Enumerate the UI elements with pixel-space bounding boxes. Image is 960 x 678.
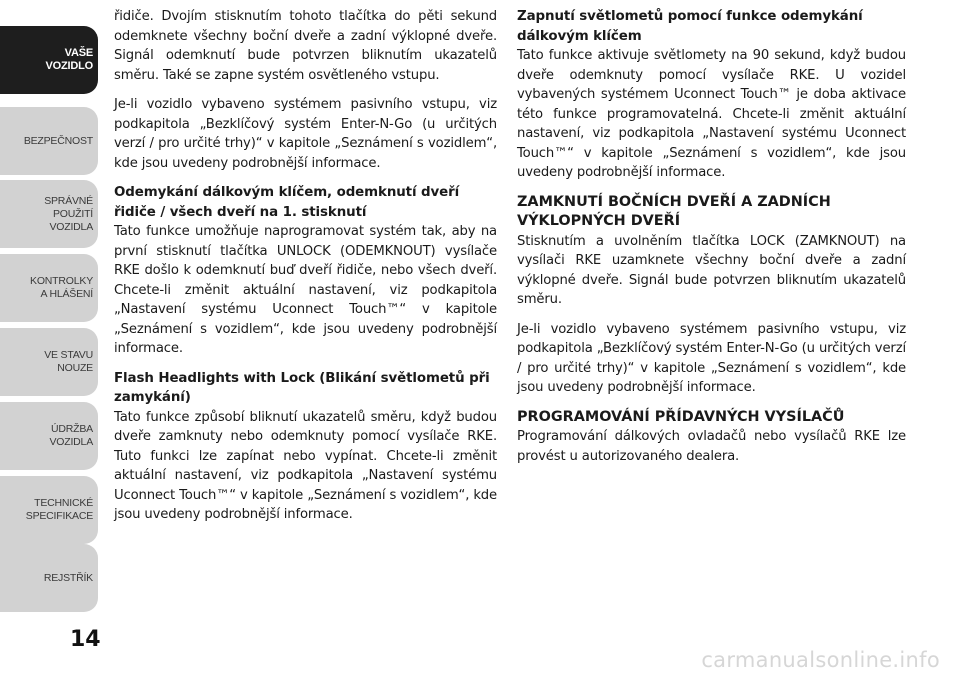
tab-bezpecnost[interactable]	[0, 107, 98, 175]
tab-label-line: TECHNICKÉ	[34, 497, 93, 509]
tab-technicke-specifikace[interactable]	[0, 476, 98, 544]
paragraph: řidiče. Dvojím stisknutím tohoto tlačítka do pěti sekund odemknete všechny boční dveře a zadní výklopné dveře. Signál odemknutí bude potvrzen bliknutím ukazatelů směru. Také se zapne systém osvětleného vstupu.	[114, 9, 497, 83]
tab-udrzba-vozidla[interactable]	[0, 402, 98, 470]
left-column	[114, 7, 497, 535]
section-heading: Flash Headlights with Lock (Blikání světlometů při zamykání)	[114, 370, 490, 405]
paragraph: Je-li vozidlo vybaveno systémem pasivního vstupu, viz podkapitola „Bezklíčový systém Enter-N-Go (u určitých verzí / pro určité trhy)“ v kapitole „Seznámení s vozidlem“, kde jsou uvedeny podrobnější informace.	[114, 97, 497, 171]
tab-label-line: POUŽITÍ	[52, 207, 93, 220]
chapter-heading: PROGRAMOVÁNÍ PŘÍDAVNÝCH VYSÍLAČŮ	[517, 408, 845, 425]
tab-label-line: BEZPEČNOST	[23, 134, 93, 147]
tab-label-line: VOZIDLO	[45, 60, 93, 72]
tab-label-line: KONTROLKY	[30, 275, 93, 287]
paragraph: Programování dálkových ovladačů nebo vysílačů RKE lze provést u autorizovaného dealera.	[517, 429, 906, 464]
right-column	[517, 7, 906, 476]
section-heading: Zapnutí světlometů pomocí funkce odemykání dálkovým klíčem	[517, 9, 863, 44]
tab-label-line: ÚDRŽBA	[51, 423, 93, 435]
tab-spravne-pouziti-vozidla[interactable]	[0, 180, 98, 248]
tab-rejstrik[interactable]	[0, 544, 98, 612]
tab-label-line: VOZIDLA	[49, 220, 93, 233]
tab-label-line: VOZIDLA	[49, 436, 93, 448]
paragraph: Je-li vozidlo vybaveno systémem pasivního vstupu, viz podkapitola „Bezklíčový systém Enter-N-Go (u určitých verzí / pro určité trhy)“ v kapitole „Seznámení s vozidlem“, kde jsou uvedeny podrobnější informace.	[517, 321, 906, 395]
tab-label-line: SPECIFIKACE	[25, 510, 93, 522]
paragraph: Tato funkce způsobí bliknutí ukazatelů směru, když budou dveře zamknuty nebo odemknuty pomocí vysílače RKE. Tuto funkci lze zapínat nebo vypínat. Chcete-li změnit aktuální nastavení, viz podkapitola „Nastavení systému Uconnect Touch™“ v kapitole „Seznámení s vozidlem“, kde jsou uvedeny podrobnější informace.	[114, 409, 497, 522]
tab-label-line: A HLÁŠENÍ	[40, 288, 93, 300]
chapter-heading: ZAMKNUTÍ BOČNÍCH DVEŘÍ A ZADNÍCH VÝKLOPNÝCH DVEŘÍ	[517, 193, 831, 229]
section-heading: Odemykání dálkovým klíčem, odemknutí dveří řidiče / všech dveří na 1. stisknutí	[114, 185, 460, 220]
watermark: carmanualsonline.info	[701, 648, 940, 672]
tab-label-line: SPRÁVNÉ	[44, 194, 93, 207]
tab-ve-stavu-nouze[interactable]	[0, 328, 98, 396]
paragraph: Stisknutím a uvolněním tlačítka LOCK (ZAMKNOUT) na vysílači RKE uzamknete všechny boční dveře a zadní výklopné dveře. Signál bude potvrzen bliknutím ukazatelů směru.	[517, 233, 906, 307]
tab-label-line: REJSTŘÍK	[43, 571, 93, 584]
tab-kontrolky-a-hlaseni[interactable]	[0, 254, 98, 322]
tab-label-line: NOUZE	[57, 362, 93, 374]
paragraph: Tato funkce umožňuje naprogramovat systém tak, aby na první stisknutí tlačítka UNLOCK (ODEMKNOUT) vysílače RKE došlo k odemknutí buď dveří řidiče, nebo všech dveří. Chcete-li změnit aktuální nastavení, viz podkapitola „Nastavení systému Uconnect Touch™“ v kapitole „Seznámení s vozidlem“, kde jsou uvedeny podrobnější informace.	[114, 224, 497, 356]
page-number: 14	[70, 627, 101, 652]
tab-vase-vozidlo[interactable]	[0, 26, 98, 94]
tab-label-line: VAŠE	[64, 47, 93, 59]
chapter-tabs	[0, 0, 100, 678]
paragraph: Tato funkce aktivuje světlomety na 90 sekund, když budou dveře odemknuty pomocí vysílače RKE. U vozidel vybavených systémem Uconnect Touch™ je doba aktivace této funkce programovatelná. Chcete-li změnit aktuální nastavení, viz podkapitola „Nastavení systému Uconnect Touch™“ v kapitole „Seznámení s vozidlem“, kde jsou uvedeny podrobnější informace.	[517, 48, 906, 180]
tab-label-line: VE STAVU	[44, 349, 93, 361]
